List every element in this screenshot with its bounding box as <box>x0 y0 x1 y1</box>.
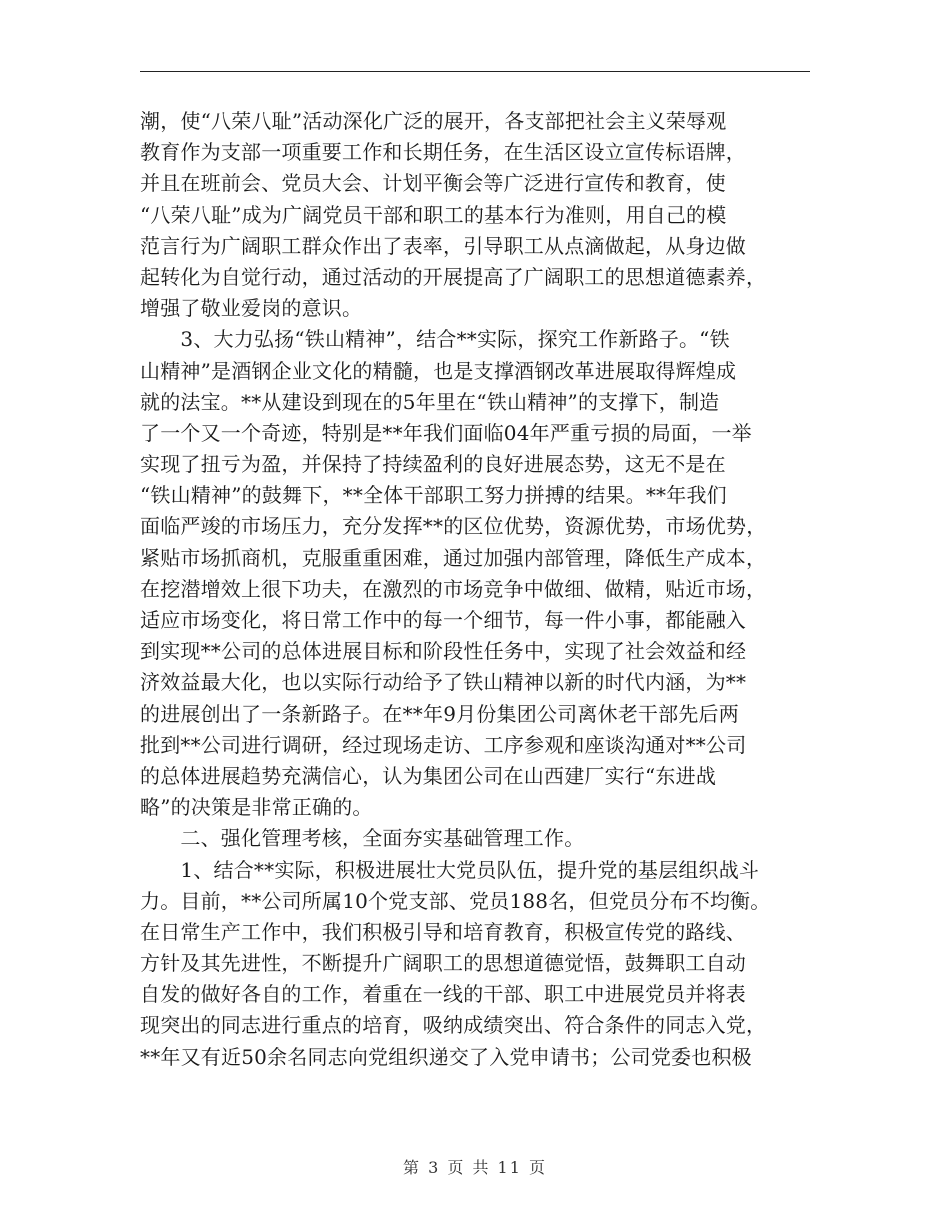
text-line: **年又有近50余名同志向党组织递交了入党申请书；公司党委也积极 <box>140 1044 752 1069</box>
text-line: 略”的决策是非常正确的。 <box>140 795 373 820</box>
text-line: 实现了扭亏为盈，并保持了持续盈利的良好进展态势，这无不是在 <box>140 452 726 477</box>
text-line: 面临严竣的市场压力，充分发挥**的区位优势，资源优势，市场优势， <box>140 514 767 539</box>
text-line: 到实现**公司的总体进展目标和阶段性任务中，实现了社会效益和经 <box>140 639 747 664</box>
text-line: “铁山精神”的鼓舞下，**全体干部职工努力拼搏的结果。**年我们 <box>140 483 727 508</box>
text-line: “八荣八耻”成为广阔党员干部和职工的基本行为准则，用自己的模 <box>140 202 727 227</box>
document-body <box>140 106 810 1073</box>
text-line: 了一个又一个奇迹，特别是**年我们面临04年严重亏损的局面，一举 <box>140 420 752 445</box>
text-line: 在日常生产工作中，我们积极引导和培育教育，积极宣传党的路线、 <box>140 919 746 944</box>
text-line: 教育作为支部一项重要工作和长期任务，在生活区设立宣传标语牌， <box>140 140 746 165</box>
text-line: 方针及其先进性，不断提升广阔职工的思想道德觉悟，鼓舞职工自动 <box>140 951 746 976</box>
text-line: 二、强化管理考核，全面夯实基础管理工作。 <box>140 826 585 851</box>
text-line: 力。目前，**公司所属10个党支部、党员188名，但党员分布不均衡。 <box>140 888 771 913</box>
text-line: 起转化为自觉行动，通过活动的开展提高了广阔职工的思想道德素养， <box>140 264 767 289</box>
text-line: 现突出的同志进行重点的培育，吸纳成绩突出、符合条件的同志入党， <box>140 1013 767 1038</box>
text-line: 并且在班前会、党员大会、计划平衡会等广泛进行宣传和教育，使 <box>140 171 726 196</box>
text-line: 的进展创出了一条新路子。在**年9月份集团公司离休老干部先后两 <box>140 701 739 726</box>
text-line: 自发的做好各自的工作，着重在一线的干部、职工中进展党员并将表 <box>140 982 746 1007</box>
text-line: 潮，使“八荣八耻”活动深化广泛的展开，各支部把社会主义荣辱观 <box>140 109 727 133</box>
text-line: 批到**公司进行调研，经过现场走访、工序参观和座谈沟通对**公司 <box>140 732 747 757</box>
text-line: 济效益最大化，也以实际行动给予了铁山精神以新的时代内涵，为** <box>140 670 747 695</box>
text-line: 范言行为广阔职工群众作出了表率，引导职工从点滴做起，从身边做 <box>140 233 746 258</box>
text-line: 山精神”是酒钢企业文化的精髓，也是支撑酒钢改革进展取得辉煌成 <box>140 358 737 383</box>
page-number: 第 3 页 共 11 页 <box>403 1158 547 1177</box>
text-line: 适应市场变化，将日常工作中的每一个细节，每一件小事，都能融入 <box>140 608 746 632</box>
text-line: 就的法宝。**从建设到现在的5年里在“铁山精神”的支撑下，制造 <box>140 389 720 414</box>
text-line: 的总体进展趋势充满信心，认为集团公司在山西建厂实行“东进战 <box>140 763 717 788</box>
text-line: 在挖潜增效上很下功夫，在激烈的市场竞争中做细、做精，贴近市场， <box>140 576 767 601</box>
header-rule <box>140 71 810 72</box>
text-line: 增强了敬业爱岗的意识。 <box>140 296 363 321</box>
text-line: 1、结合**实际，积极进展壮大党员队伍，提升党的基层组织战斗 <box>140 857 760 882</box>
text-line: 紧贴市场抓商机，克服重重困难，通过加强内部管理，降低生产成本， <box>140 545 767 570</box>
text-line: 3、大力弘扬“铁山精神”，结合**实际，探究工作新路子。“铁 <box>140 327 730 352</box>
